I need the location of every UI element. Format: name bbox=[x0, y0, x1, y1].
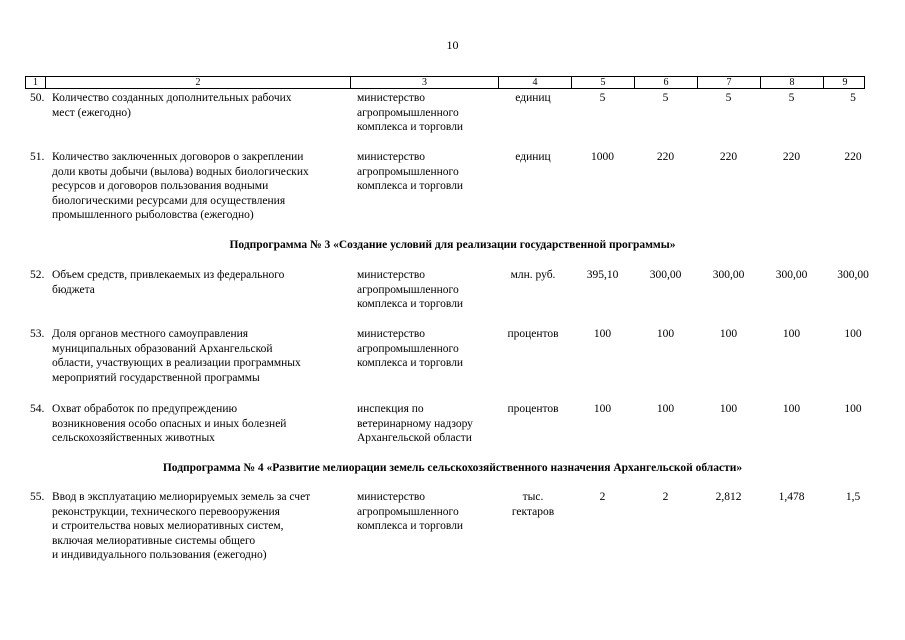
value-col-8: 1,478 bbox=[778, 491, 805, 503]
value-col-6: 100 bbox=[656, 328, 675, 340]
value-col-6: 5 bbox=[662, 92, 669, 104]
header-col-9: 9 bbox=[842, 77, 848, 88]
unit: процентов bbox=[507, 328, 559, 340]
responsible-org: министерство агропромышленного комплекса и торговли bbox=[357, 491, 464, 532]
unit: единиц bbox=[515, 151, 551, 163]
value-col-7: 100 bbox=[719, 328, 738, 340]
indicator-name: Доля органов местного самоуправления муниципальных образований Архангельской области, участвующих в реализации программных мероприятий государственной программы bbox=[52, 328, 301, 384]
value-col-7: 100 bbox=[719, 403, 738, 415]
value-col-7: 300,00 bbox=[712, 269, 745, 281]
indicator-name: Количество заключенных договоров о закреплении доли квоты добычи (вылова) водных биологических ресурсов и договоров пользования водными биологическими ресурсами для осуществления промышленного рыболовства (ежегодно) bbox=[52, 151, 309, 221]
value-col-6: 2 bbox=[662, 491, 669, 503]
responsible-org: министерство агропромышленного комплекса и торговли bbox=[357, 269, 464, 310]
value-col-9: 5 bbox=[850, 92, 856, 104]
value-col-8: 300,00 bbox=[775, 269, 808, 281]
responsible-org: министерство агропромышленного комплекса и торговли bbox=[357, 92, 464, 133]
unit: тыс. гектаров bbox=[511, 491, 555, 518]
value-col-5: 100 bbox=[593, 328, 612, 340]
indicator-name: Ввод в эксплуатацию мелиорируемых земель за счет реконструкции, технического перевооружения и строительства новых мелиоративных систем, включая мелиоративные системы общего и индивидуального пользования (ежегодно) bbox=[52, 491, 311, 561]
indicator-name: Объем средств, привлекаемых из федерального бюджета bbox=[52, 269, 285, 296]
value-col-6: 300,00 bbox=[649, 269, 682, 281]
header-col-4: 4 bbox=[499, 77, 572, 88]
value-col-7: 2,812 bbox=[715, 491, 742, 503]
row-number: 52. bbox=[30, 269, 45, 281]
table-header-numbering bbox=[25, 76, 865, 89]
value-col-7: 5 bbox=[725, 92, 732, 104]
value-col-9: 220 bbox=[844, 151, 862, 163]
header-col-6: 6 bbox=[635, 77, 698, 88]
indicator-name: Количество созданных дополнительных рабочих мест (ежегодно) bbox=[52, 92, 292, 119]
subprogram-3-heading: Подпрограмма № 3 «Создание условий для реализации государственной программы» bbox=[229, 239, 676, 251]
value-col-8: 100 bbox=[782, 328, 801, 340]
value-col-8: 100 bbox=[782, 403, 801, 415]
value-col-6: 220 bbox=[656, 151, 675, 163]
value-col-6: 100 bbox=[656, 403, 675, 415]
value-col-9: 100 bbox=[844, 328, 862, 340]
responsible-org: министерство агропромышленного комплекса и торговли bbox=[357, 328, 464, 369]
value-col-7: 220 bbox=[719, 151, 738, 163]
unit: млн. руб. bbox=[510, 269, 556, 281]
responsible-org: инспекция по ветеринарному надзору Архангельской области bbox=[357, 403, 473, 444]
unit: единиц bbox=[515, 92, 551, 104]
row-number: 53. bbox=[30, 328, 45, 340]
row-number: 55. bbox=[30, 491, 45, 503]
header-col-7: 7 bbox=[698, 77, 761, 88]
value-col-9: 1,5 bbox=[845, 491, 861, 503]
row-number: 50. bbox=[30, 92, 45, 104]
value-col-5: 5 bbox=[599, 92, 606, 104]
header-col-8: 8 bbox=[761, 77, 824, 88]
responsible-org: министерство агропромышленного комплекса и торговли bbox=[357, 151, 464, 192]
indicator-name: Охват обработок по предупреждению возникновения особо опасных и иных болезней сельскохозяйственных животных bbox=[52, 403, 287, 444]
value-col-5: 2 bbox=[599, 491, 606, 503]
value-col-9: 300,00 bbox=[837, 269, 869, 281]
value-col-5: 100 bbox=[593, 403, 612, 415]
value-col-5: 395,10 bbox=[586, 269, 619, 281]
header-col-5: 5 bbox=[572, 77, 635, 88]
value-col-8: 5 bbox=[788, 92, 795, 104]
page-number: 10 bbox=[446, 38, 459, 52]
row-number: 54. bbox=[30, 403, 45, 415]
value-col-5: 1000 bbox=[591, 151, 614, 163]
header-col-3: 3 bbox=[351, 77, 499, 88]
header-col-2: 2 bbox=[46, 77, 351, 88]
header-col-1: 1 bbox=[26, 77, 46, 88]
subprogram-4-heading: Подпрограмма № 4 «Развитие мелиорации земель сельскохозяйственного назначения Архангельской области» bbox=[162, 462, 743, 474]
unit: процентов bbox=[507, 403, 559, 415]
value-col-8: 220 bbox=[782, 151, 801, 163]
value-col-9: 100 bbox=[844, 403, 862, 415]
row-number: 51. bbox=[30, 151, 45, 163]
